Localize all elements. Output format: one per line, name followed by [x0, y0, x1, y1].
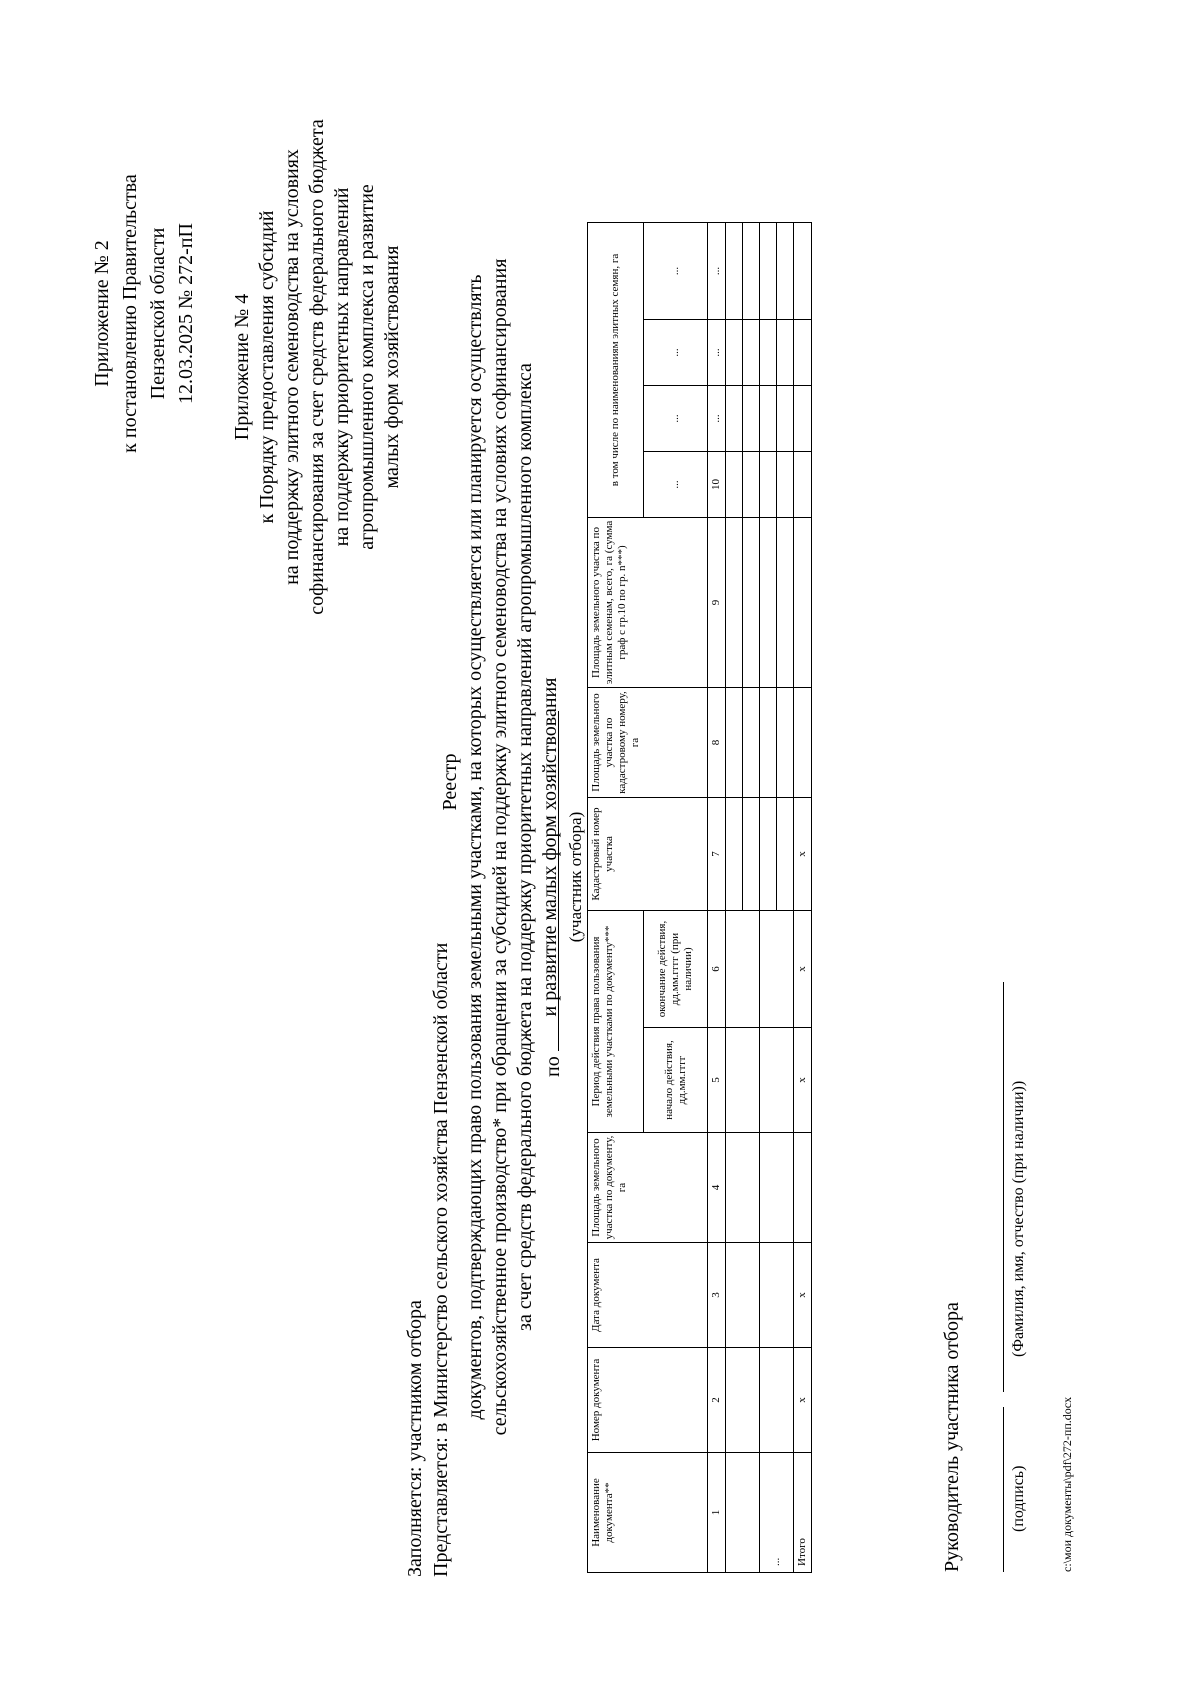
- attachment-line: софинансирования за счет средств федерального бюджета: [306, 119, 328, 615]
- table-cell: [743, 688, 760, 798]
- table-cell: [743, 452, 760, 518]
- column-number: 1: [708, 1453, 726, 1573]
- column-number: 9: [708, 518, 726, 688]
- table-cell: [777, 452, 794, 518]
- table-cell: [726, 386, 743, 452]
- table-cell: [743, 386, 760, 452]
- attachment-line: Приложение № 2: [91, 240, 113, 387]
- participant-caption: (участник отбора): [566, 811, 585, 943]
- table-cell: [726, 1028, 760, 1133]
- table-cell: [760, 688, 777, 798]
- table-cell: [794, 386, 812, 452]
- table-cell: [794, 320, 812, 386]
- attachment-block: [88, 0, 200, 627]
- header-period-end: окончание действия, дд.мм.гггг (при наличии): [644, 911, 708, 1028]
- participant-line: [540, 711, 565, 1077]
- attachment-line: к Порядку предоставления субсидий: [256, 210, 278, 524]
- column-number: 3: [708, 1243, 726, 1348]
- header-area-elite-seeds: Площадь земельного участка по элитным семенам, всего, га (сумма граф с гр.10 по гр. n***): [588, 518, 708, 688]
- footer-file-path: c:\мои документы\pdf\272-пп.docx: [1060, 1396, 1074, 1572]
- table-row: [760, 223, 777, 1573]
- table-cell: [760, 386, 777, 452]
- table-cell: [794, 1133, 812, 1243]
- table-cell: [777, 688, 794, 798]
- table-cell: [743, 320, 760, 386]
- procedure-attachment-block: [230, 17, 405, 717]
- submitted-to: Представляется: в Министерство сельского хозяйства Пензенской области: [430, 942, 452, 1577]
- header-cadastral-number: Кадастровый номер участка: [588, 798, 708, 911]
- column-number: 4: [708, 1133, 726, 1243]
- table-cell: [777, 386, 794, 452]
- participant-blank: [540, 711, 559, 1051]
- title-line: сельскохозяйственное производство* при обращении за субсидией на поддержку элитного семеноводства на условиях софинансирования: [489, 258, 511, 1436]
- table-cell: [726, 1348, 760, 1453]
- column-number: 8: [708, 688, 726, 798]
- table-cell: [726, 798, 743, 911]
- signature-head: Руководитель участника отбора: [941, 1302, 963, 1572]
- header-area-by-cadastral: Площадь земельного участка по кадастровому номеру, га: [588, 688, 708, 798]
- table-cell: [760, 452, 777, 518]
- table-cell: [726, 1243, 760, 1348]
- header-seed-col: ...: [644, 320, 708, 386]
- column-number: ...: [708, 223, 726, 320]
- title-line: документов, подтверждающих право пользования земельными участками, на которых осуществляется или планируется осуществлять: [464, 274, 486, 1420]
- filled-by: Заполняется: участником отбора: [404, 1300, 426, 1577]
- header-seed-col: ...: [644, 386, 708, 452]
- table-cell: [794, 452, 812, 518]
- table-cell: [726, 688, 743, 798]
- title-line: за счет средств федерального бюджета на поддержку приоритетных направлений агропромышленного комплекса: [514, 363, 536, 1331]
- table-cell: [726, 320, 743, 386]
- table-cell: [760, 1243, 794, 1348]
- table-cell: [760, 320, 777, 386]
- column-numbers-row: [708, 223, 726, 1573]
- column-number: 2: [708, 1348, 726, 1453]
- table-cell: [743, 223, 760, 320]
- total-label: Итого: [794, 1453, 812, 1573]
- signature-caption: (подпись): [1010, 1465, 1027, 1532]
- table-cell: [743, 518, 760, 688]
- table-cell: [777, 320, 794, 386]
- header-period-start: начало действия, дд.мм.гггг: [644, 1028, 708, 1133]
- name-caption: (Фамилия, имя, отчество (при наличии)): [1010, 1080, 1027, 1357]
- attachment-line: Приложение № 4: [231, 293, 253, 441]
- register-heading: Реестр: [439, 753, 461, 811]
- header-document-date: Дата документа: [588, 1243, 708, 1348]
- header-document-number: Номер документа: [588, 1348, 708, 1453]
- total-x: x: [794, 1028, 812, 1133]
- table-cell: [760, 1133, 794, 1243]
- attachment-line: на поддержку приоритетных направлений: [331, 187, 353, 547]
- column-number: 5: [708, 1028, 726, 1133]
- table-cell: [760, 1348, 794, 1453]
- title-line: и развитие малых форм хозяйствования: [539, 677, 561, 1017]
- table-cell: [777, 223, 794, 320]
- table-cell: [777, 518, 794, 688]
- table-cell: [726, 518, 743, 688]
- column-number: 7: [708, 798, 726, 911]
- attachment-line: на поддержку элитного семеноводства на условиях: [281, 149, 303, 585]
- total-x: x: [794, 1348, 812, 1453]
- header-document-name: Наименование документа**: [588, 1453, 708, 1573]
- ellipsis-cell: ...: [760, 1453, 794, 1573]
- table-cell: [726, 452, 743, 518]
- attachment-line: малых форм хозяйствования: [381, 245, 403, 489]
- attachment-line: Пензенской области: [147, 227, 169, 400]
- table-cell: [726, 1133, 760, 1243]
- table-cell: [760, 1028, 794, 1133]
- column-number: 6: [708, 911, 726, 1028]
- table-cell: [760, 223, 777, 320]
- column-number: ...: [708, 320, 726, 386]
- table-cell: [794, 688, 812, 798]
- table-cell: [760, 518, 777, 688]
- table-cell: [743, 798, 760, 911]
- table-cell: [726, 911, 760, 1028]
- header-including: в том числе по наименованиям элитных семян, га: [588, 223, 644, 518]
- attachment-line: 12.03.2025 № 272-пП: [175, 223, 197, 404]
- header-area-by-document: Площадь земельного участка по документу, га: [588, 1133, 708, 1243]
- name-line: [1003, 982, 1004, 1392]
- total-row: [794, 223, 812, 1573]
- header-period: Период действия права пользования земельными участками по документу***: [588, 911, 644, 1133]
- table-cell: [760, 798, 777, 911]
- table-cell: [794, 223, 812, 320]
- header-seed-col: ...: [644, 452, 708, 518]
- total-x: x: [794, 1243, 812, 1348]
- register-table: [587, 222, 812, 1573]
- table-cell: [726, 223, 743, 320]
- attachment-line: агропромышленного комплекса и развитие: [356, 184, 378, 550]
- total-x: x: [794, 911, 812, 1028]
- column-number: 10: [708, 452, 726, 518]
- po-label: по: [542, 1056, 564, 1077]
- header-seed-col: ...: [644, 223, 708, 320]
- attachment-line: к постановлению Правительства: [119, 174, 141, 453]
- column-number: ...: [708, 386, 726, 452]
- table-cell: [794, 518, 812, 688]
- total-x: x: [794, 798, 812, 911]
- signature-line: [1003, 1407, 1004, 1572]
- table-cell: [760, 911, 794, 1028]
- table-cell: [777, 798, 794, 911]
- table-row: [726, 223, 743, 1573]
- table-cell: [726, 1453, 760, 1573]
